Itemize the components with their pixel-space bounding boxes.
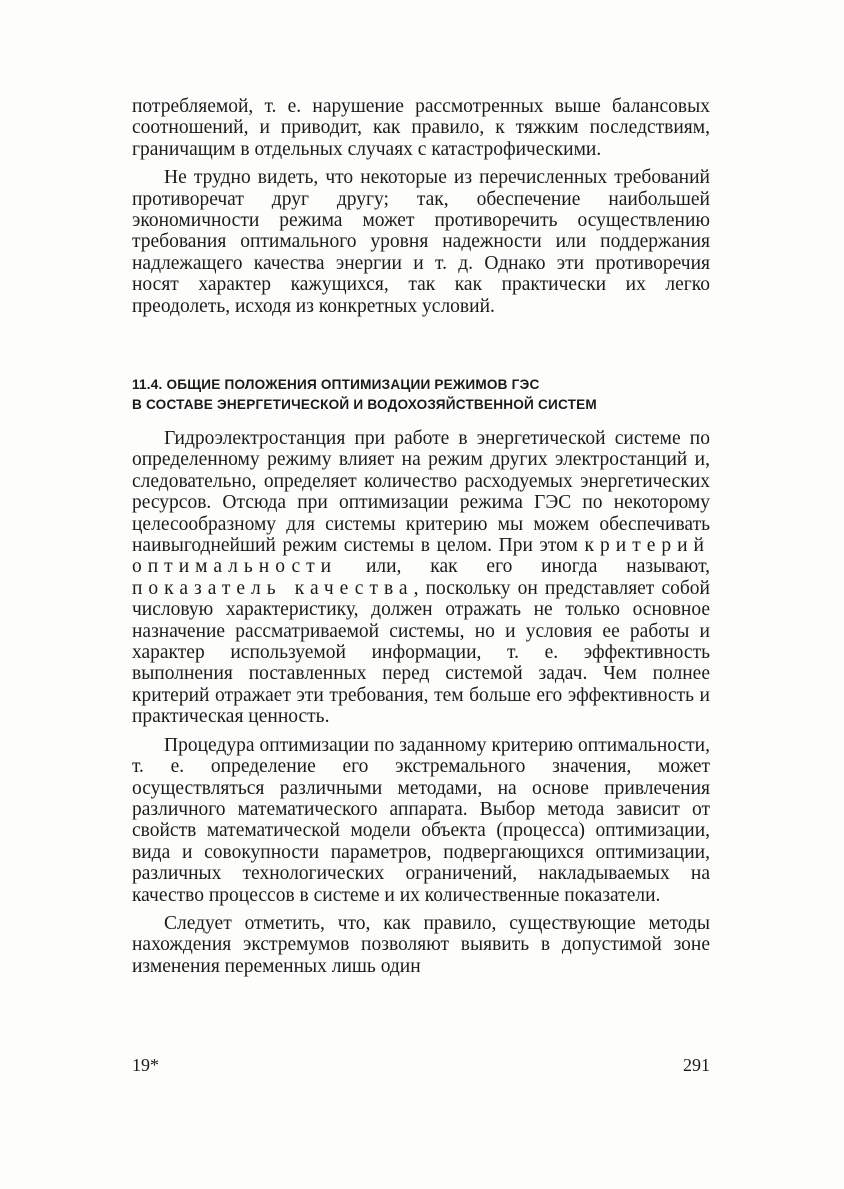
paragraph-continuation: потребляемой, т. е. нарушение рассмотренных выше балансовых соотношений, и приводит, как правило, к тяжким последствиям, граничащим в отдельных случаях с катастрофическими. [132,96,710,160]
section-body [132,428,710,984]
section-heading-line-2: В СОСТАВЕ ЭНЕРГЕТИЧЕСКОЙ И ВОДОХОЗЯЙСТВЕННОЙ СИСТЕМ [132,397,597,412]
term-quality-indicator: показатель качества [132,577,414,599]
paragraph-optimization-procedure: Процедура оптимизации по заданному критерию оптимальности, т. е. определение его экстремального значения, может осуществляться различными методами, на основе привлечения различного математического аппарата. Выбор метода зависит от свойств математической модели объекта (процесса) оптимизации, вида и совокупности параметров, подвергающихся оптимизации, различных технологических ограничений, накладываемых на качество процессов в системе и их количественные показатели. [132,734,710,906]
paragraph-hydro-part-2: или, как его иногда называют, [337,556,710,578]
paragraph-extremum-methods: Следует отметить, что, как правило, существующие методы нахождения экстремумов позволяют выявить в допустимой зоне изменения переменных лишь один [132,912,710,977]
top-text-block [132,96,710,324]
paragraph-hydro-station [132,428,710,728]
page-number: 291 [683,1055,710,1075]
paragraph-hydro-part-3: , поскольку он представляет собой числовую характеристику, должен отражать не только основное назначение рассматриваемой системы, но и условия ее работы и характер используемой информации, т. е. эффективность выполнения поставленных перед системой задач. Чем полнее критерий отражает эти требования, тем больше его эффективность и практическая ценность. [132,577,710,728]
section-heading [132,375,712,415]
term-optimality-criterion: критерий оптимальности [132,535,710,578]
paragraph-contradictions: Не трудно видеть, что некоторые из перечисленных требований противоречат друг другу; так, обеспечение наибольшей экономичности режима может противоречить осуществлению требования оптимального уровня надежности или поддержания надлежащего качества энергии и т. д. Однако эти противоречия носят характер кажущихся, так как практически их легко преодолеть, исходя из конкретных условий. [132,167,710,317]
section-heading-line-1: 11.4. ОБЩИЕ ПОЛОЖЕНИЯ ОПТИМИЗАЦИИ РЕЖИМОВ ГЭС [132,377,540,392]
signature-mark: 19* [132,1055,159,1075]
paragraph-hydro-part-1: Гидроэлектростанция при работе в энергетической системе по определенному режиму влияет на режим других электростанций и, следовательно, определяет количество расходуемых энергетических ресурсов. Отсюда при оптимизации режима ГЭС по некоторому целесообразному для системы критерию мы можем обеспечивать наивыгоднейший режим системы в целом. При этом [132,428,710,557]
